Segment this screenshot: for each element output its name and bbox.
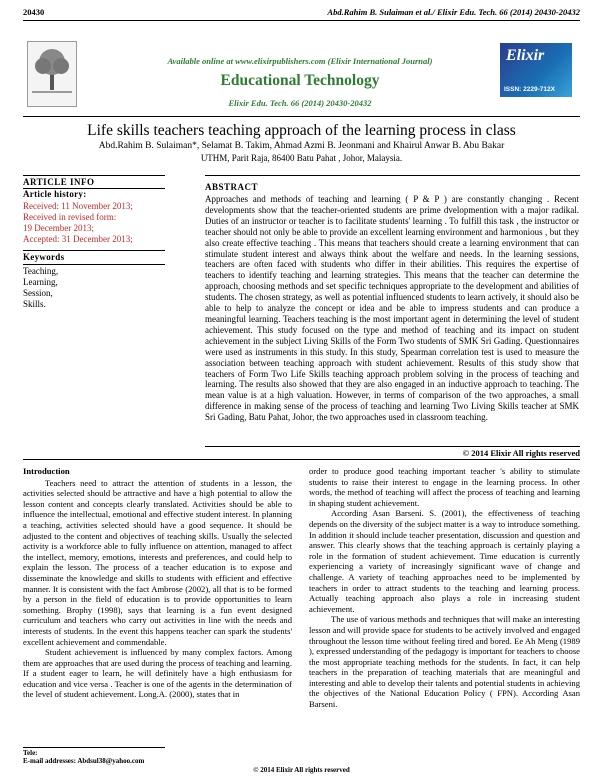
history-list bbox=[23, 201, 133, 245]
history-revised-date: 19 December 2013; bbox=[23, 223, 94, 233]
journal-name: Educational Technology bbox=[220, 72, 380, 89]
info-rule-top bbox=[23, 175, 165, 176]
header-rule-bottom bbox=[23, 116, 580, 117]
history-received: Received: 11 November 2013; bbox=[23, 201, 133, 211]
abstract-rule-bottom bbox=[205, 446, 580, 447]
abstract-rule-top bbox=[205, 175, 580, 176]
footer-email: E-mail addresses: Abdsul38@yahoo.com bbox=[23, 757, 145, 765]
abstract-text: Approaches and methods of teaching and learning ( P & P ) are constantly changing . Recent developments show that the teacher-oriented students are prime dvelopmention with a major radikal. Duties of an instructor or teacher is to facilitate students' learning . To fulfill this task , the instructor or teacher should not only be able to provide an excellent learning environment and harmonious , but they also create effective teaching . This means that teachers should create a learning environment that can stimulate student interest and always think about the welfare and needs. In the learning sessions, teachers are often faced with students who differ in their abilities. This requires the expertise of teachers to identify teaching and learning strategies. This means that the teacher can determine the approach, choosing methods and set specific techniques appropriate to the development and abilities of students. The chosen strategy, as well as potential influenced students to learn actively, it should also be able to help to analyze the concept or idea and be able to impress students and can produce a meaningful learning. Teachers teaching is the most important agent in determining the level of student achievement. This study focused on the type and method of teaching and its impact on student achievement in the subject Living Skills of the Form Two students of SMK Sri Gading. Questionnaires were used as instruments in this study. In this study, Spearman correlation test is used to measure the association between teaching approach with student achievement. Results of this study show that teachers of Form Two Life Skills teaching approach problem solving in the process of teaching and learning. The results also showed that they are also engaged in an inductive approach to teaching. The mean value is at a high valuation. However, in terms of comparison of the two approaches, a small difference in making sense of the process of teaching and learning Two Living Skills teacher at SMK Sri Gading, Batu Pahat, Johor, the two approaches used in classroom teaching. bbox=[205, 194, 579, 423]
paragraph: According Asan Barseni. S. (2001), the effectiveness of teaching depends on the diversity of the subject matter is a way to introduce something. In addition it should include teacher presentation, discussion and question and answer. This clearly shows that the teaching approach is certainly playing a role in the formation of student achievement. Time education is currently experiencing a variety of increasingly significant wave of change and challenge. A variety of teaching approaches need to be implemented by teachers in order to attract students to the teaching and learning process. Actually teaching approach also plays a role in increasing student achievement. bbox=[309, 508, 580, 614]
running-head: Abd.Rahim B. Sulaiman et al./ Elixir Edu. Tech. 66 (2014) 20430-20432 bbox=[327, 7, 580, 17]
history-heading: Article history: bbox=[23, 189, 87, 199]
intro-heading: Introduction bbox=[23, 466, 70, 476]
article-title: Life skills teachers teaching approach of the learning process in class bbox=[87, 122, 516, 139]
journal-citation: Elixir Edu. Tech. 66 (2014) 20430-20432 bbox=[228, 98, 372, 108]
abstract-copyright: © 2014 Elixir All rights reserved bbox=[462, 448, 580, 458]
article-affiliation: UTHM, Parit Raja, 86400 Batu Pahat , Johor, Malaysia. bbox=[200, 153, 403, 163]
header-rule bbox=[23, 20, 580, 21]
publisher-logo bbox=[27, 41, 77, 107]
abstract-heading: ABSTRACT bbox=[205, 182, 259, 192]
body-rule bbox=[23, 459, 580, 460]
footer-rule bbox=[23, 747, 165, 748]
history-revised: Received in revised form: bbox=[23, 212, 117, 222]
keywords-heading: Keywords bbox=[23, 252, 65, 262]
issn: ISSN: 2229-712X bbox=[504, 86, 555, 93]
keyword-item: Session, bbox=[23, 288, 53, 298]
article-info-heading: ARTICLE INFO bbox=[23, 177, 95, 187]
paragraph: order to produce good teaching important teacher 's ability to stimulate students to raise their interest to engage in the learning process. In other words, the method of teaching will affect the process of teaching and learning in shaping student achievement. bbox=[309, 466, 580, 508]
paragraph: Student achievement is influenced by many complex factors. Among them are approaches that are used during the process of teaching and learning. If a student eager to learn, he will definitely have a high enthusiasm for education and vice versa . Teacher is one of the agents in the determination of the level of student achievement. Long.A. (2000), states that in bbox=[23, 647, 292, 700]
keyword-item: Skills. bbox=[23, 299, 46, 309]
article-authors: Abd.Rahim B. Sulaiman*, Selamat B. Takim, Ahmad Azmi B. Jeonmani and Khairul Anwar B. Abu Bakar bbox=[98, 141, 505, 151]
paragraph: Teachers need to attract the attention of students in a lesson, the activities selected should be attractive and have a high potential to allow the lesson content and concepts clearly translated. Activities should be able to influence the intellectual, emotional and effective student interest. In planning a teaching, activities selected should have a good sequence. It should be adjusted to the content and objectives of teaching skills. Usually the selected activity is a workforce able to fully influence on attention, managed to affect the intellect, memory, emotions, interests and preferences, and could help to explain the lesson. The process of a teacher education is to expose and disseminate the knowledge and skills to students with efficient and effective manner. It is consistent with the fact Ambrose (2002), all that is to be formed by a person in the field of education is to provide opportunities to learn something. Brophy (1998), says that learning is a fun event designed curriculum and teachers who carry out activities in line with the needs and interests of students. In the event this happens teacher can spark the students' excellent achievement and commendable. bbox=[23, 477, 292, 647]
body-right-column bbox=[309, 466, 580, 710]
keyword-item: Teaching, bbox=[23, 266, 59, 276]
page-number: 20430 bbox=[23, 7, 45, 17]
keywords-list bbox=[23, 266, 58, 310]
available-online: Available online at www.elixirpublishers.com (Elixir International Journal) bbox=[167, 56, 433, 66]
keywords-rule bbox=[23, 264, 165, 265]
keyword-item: Learning, bbox=[23, 277, 58, 287]
footer-tele: Tele: bbox=[23, 749, 38, 757]
history-accepted: Accepted: 31 December 2013; bbox=[23, 234, 133, 244]
elixir-logo-word: Elixir bbox=[506, 47, 545, 64]
paragraph: The use of various methods and techniques that will make an interesting lesson and will provide space for students to be actively involved and engaged throughout the lesson time without feeling tired and bored. Ee Ah Meng (1989 ), expressed understanding of the pedagogy is important for teachers to choose the most appropriate teaching methods for the students. In fact, it can help teachers in the preparation of teaching materials that are meaningful and interesting and able to develop their talents and potential students in achieving the objectives of the National Education Policy ( FPN). According Asan Barseni. bbox=[309, 614, 580, 710]
body-left-column bbox=[23, 466, 292, 700]
tree-logo-icon bbox=[28, 42, 76, 106]
footer-copyright: © 2014 Elixir All rights reserved bbox=[253, 766, 350, 774]
elixir-logo bbox=[500, 43, 572, 97]
keywords-rule-top bbox=[23, 250, 165, 251]
